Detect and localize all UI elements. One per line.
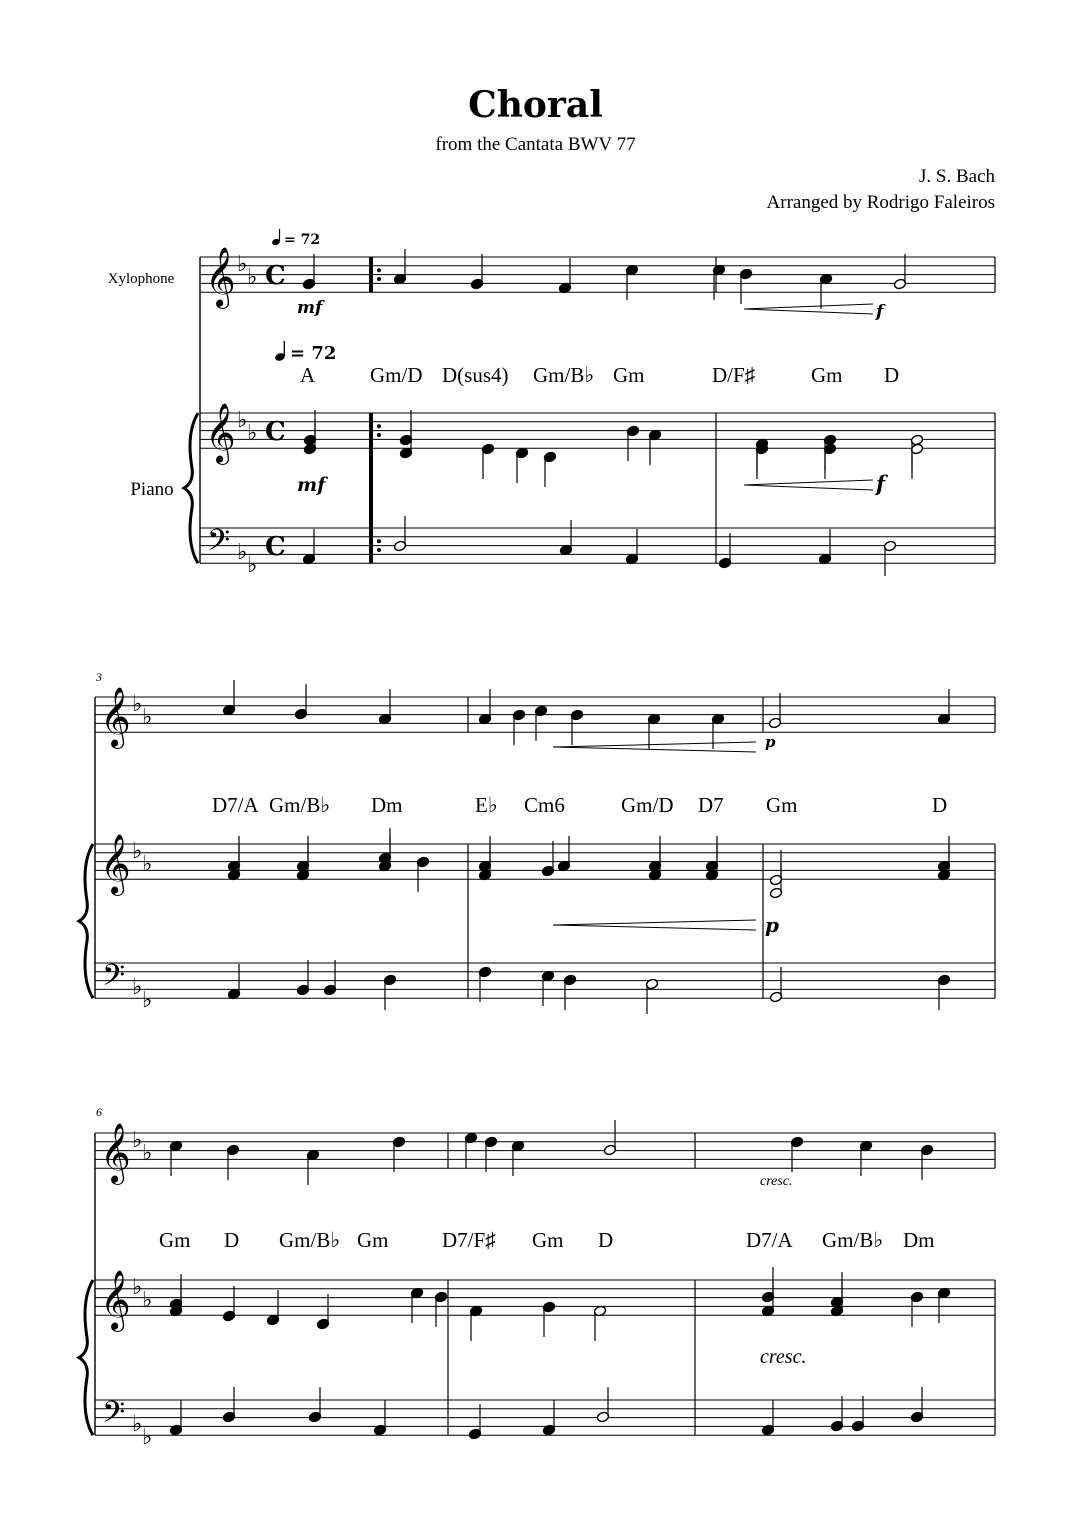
chord-symbol: D/F♯: [712, 363, 756, 387]
dynamics: [297, 298, 889, 1368]
chord-symbol: D7/A: [212, 793, 259, 817]
key-flat: ♭: [247, 421, 258, 446]
repeat-barline: [369, 413, 373, 563]
treble-clef: 𝄞: [205, 247, 236, 307]
chord-symbol: D(sus4): [442, 363, 509, 387]
dynamic-mf: mf: [297, 474, 326, 496]
key-flat: ♭: [142, 1141, 153, 1166]
cresc-mark: cresc.: [760, 1346, 807, 1368]
chord-symbols-system-1: [300, 363, 899, 387]
treble-clef: 𝄞: [205, 403, 236, 463]
key-flat: ♭: [132, 975, 143, 1000]
chord-symbol: Gm/D: [621, 793, 674, 817]
piano-brace: [184, 413, 198, 563]
chord-symbol: Dm: [903, 1228, 935, 1252]
chord-symbol: Gm: [159, 1228, 191, 1252]
dynamic-p: p: [765, 913, 779, 937]
chord-symbol: D7/A: [746, 1228, 793, 1252]
repeat-barline: [369, 257, 373, 292]
chord-symbol: Gm: [613, 363, 645, 387]
key-flat: ♭: [142, 1288, 153, 1313]
chord-symbol: Gm/B♭: [533, 363, 595, 387]
treble-clef: 𝄞: [100, 1123, 131, 1183]
dynamic-mf: mf: [297, 298, 323, 318]
chord-symbol: Gm: [766, 793, 798, 817]
dynamic-f: f: [876, 302, 884, 322]
chord-symbol: Dm: [371, 793, 403, 817]
key-flat: ♭: [237, 540, 248, 565]
xylophone-label: Xylophone: [107, 271, 175, 287]
repeat-dot: [377, 539, 381, 543]
time-signature: C: [265, 261, 286, 291]
key-flat: ♭: [142, 852, 153, 877]
key-flat: ♭: [132, 839, 143, 864]
key-flat: ♭: [142, 1425, 153, 1450]
chord-symbol: Gm/B♭: [822, 1228, 884, 1252]
treble-clef: 𝄞: [100, 687, 131, 747]
piano-label: Piano: [130, 479, 174, 500]
key-flat: ♭: [132, 1412, 143, 1437]
chord-symbol: D7/F♯: [442, 1228, 496, 1252]
chord-symbol: D: [224, 1228, 240, 1252]
chord-symbol: D: [932, 793, 948, 817]
measure-number-6: 6: [96, 1105, 102, 1119]
chord-symbol: Gm: [357, 1228, 389, 1252]
hairpin: [553, 742, 756, 752]
piano-brace: [79, 844, 93, 998]
chord-symbols-system-3: [159, 1228, 935, 1252]
chord-symbol: A: [300, 363, 316, 387]
chord-symbol: Gm/B♭: [269, 793, 331, 817]
key-flat: ♭: [132, 1128, 143, 1153]
repeat-dot: [377, 277, 381, 281]
piano-brace: [79, 1280, 93, 1435]
bass-clef: 𝄢: [102, 959, 126, 1000]
key-flat: ♭: [132, 692, 143, 717]
arranger-credit: Arranged by Rodrigo Faleiros: [766, 192, 995, 213]
dynamic-f: f: [876, 471, 886, 496]
chord-symbol: Gm: [532, 1228, 564, 1252]
composer-credit: J. S. Bach: [919, 166, 995, 187]
chord-symbol: E♭: [475, 793, 498, 817]
bass-clef: 𝄢: [207, 524, 231, 565]
key-flat: ♭: [132, 1275, 143, 1300]
score-title: Choral: [468, 84, 603, 126]
tempo-xylophone-text: = 72: [284, 232, 321, 248]
bass-clef: 𝄢: [102, 1396, 126, 1437]
key-flat: ♭: [237, 252, 248, 277]
cresc-mark: cresc.: [760, 1174, 793, 1189]
treble-clef: 𝄞: [100, 834, 131, 894]
key-flat: ♭: [247, 553, 258, 578]
measure-number-3: 3: [96, 670, 102, 684]
chord-symbol: D: [598, 1228, 614, 1252]
repeat-dot: [377, 548, 381, 552]
tempo-piano-text: = 72: [290, 343, 337, 364]
repeat-dot: [377, 433, 381, 437]
time-signature: C: [265, 532, 286, 562]
score-subtitle: from the Cantata BWV 77: [435, 134, 636, 155]
chord-symbol: Gm: [811, 363, 843, 387]
hairpin: [744, 304, 873, 314]
repeat-dot: [377, 268, 381, 272]
time-signature: C: [265, 417, 286, 447]
chord-symbol: Gm/D: [370, 363, 423, 387]
chord-symbol: Gm/B♭: [279, 1228, 341, 1252]
key-flat: ♭: [237, 408, 248, 433]
chord-symbol: D: [884, 363, 900, 387]
dynamic-p: p: [765, 733, 776, 751]
chord-symbol: Cm6: [524, 793, 565, 817]
repeat-dot: [377, 424, 381, 428]
hairpin: [744, 480, 873, 490]
key-flat: ♭: [247, 265, 258, 290]
chord-symbols-system-2: [212, 793, 947, 817]
hairpin: [553, 920, 756, 930]
clefs-and-keys: [79, 247, 286, 1450]
tempo-xylophone: [271, 229, 320, 248]
key-flat: ♭: [142, 988, 153, 1013]
tempo-piano: [274, 341, 336, 364]
chord-symbol: D7: [698, 793, 724, 817]
treble-clef: 𝄞: [100, 1270, 131, 1330]
key-flat: ♭: [142, 705, 153, 730]
